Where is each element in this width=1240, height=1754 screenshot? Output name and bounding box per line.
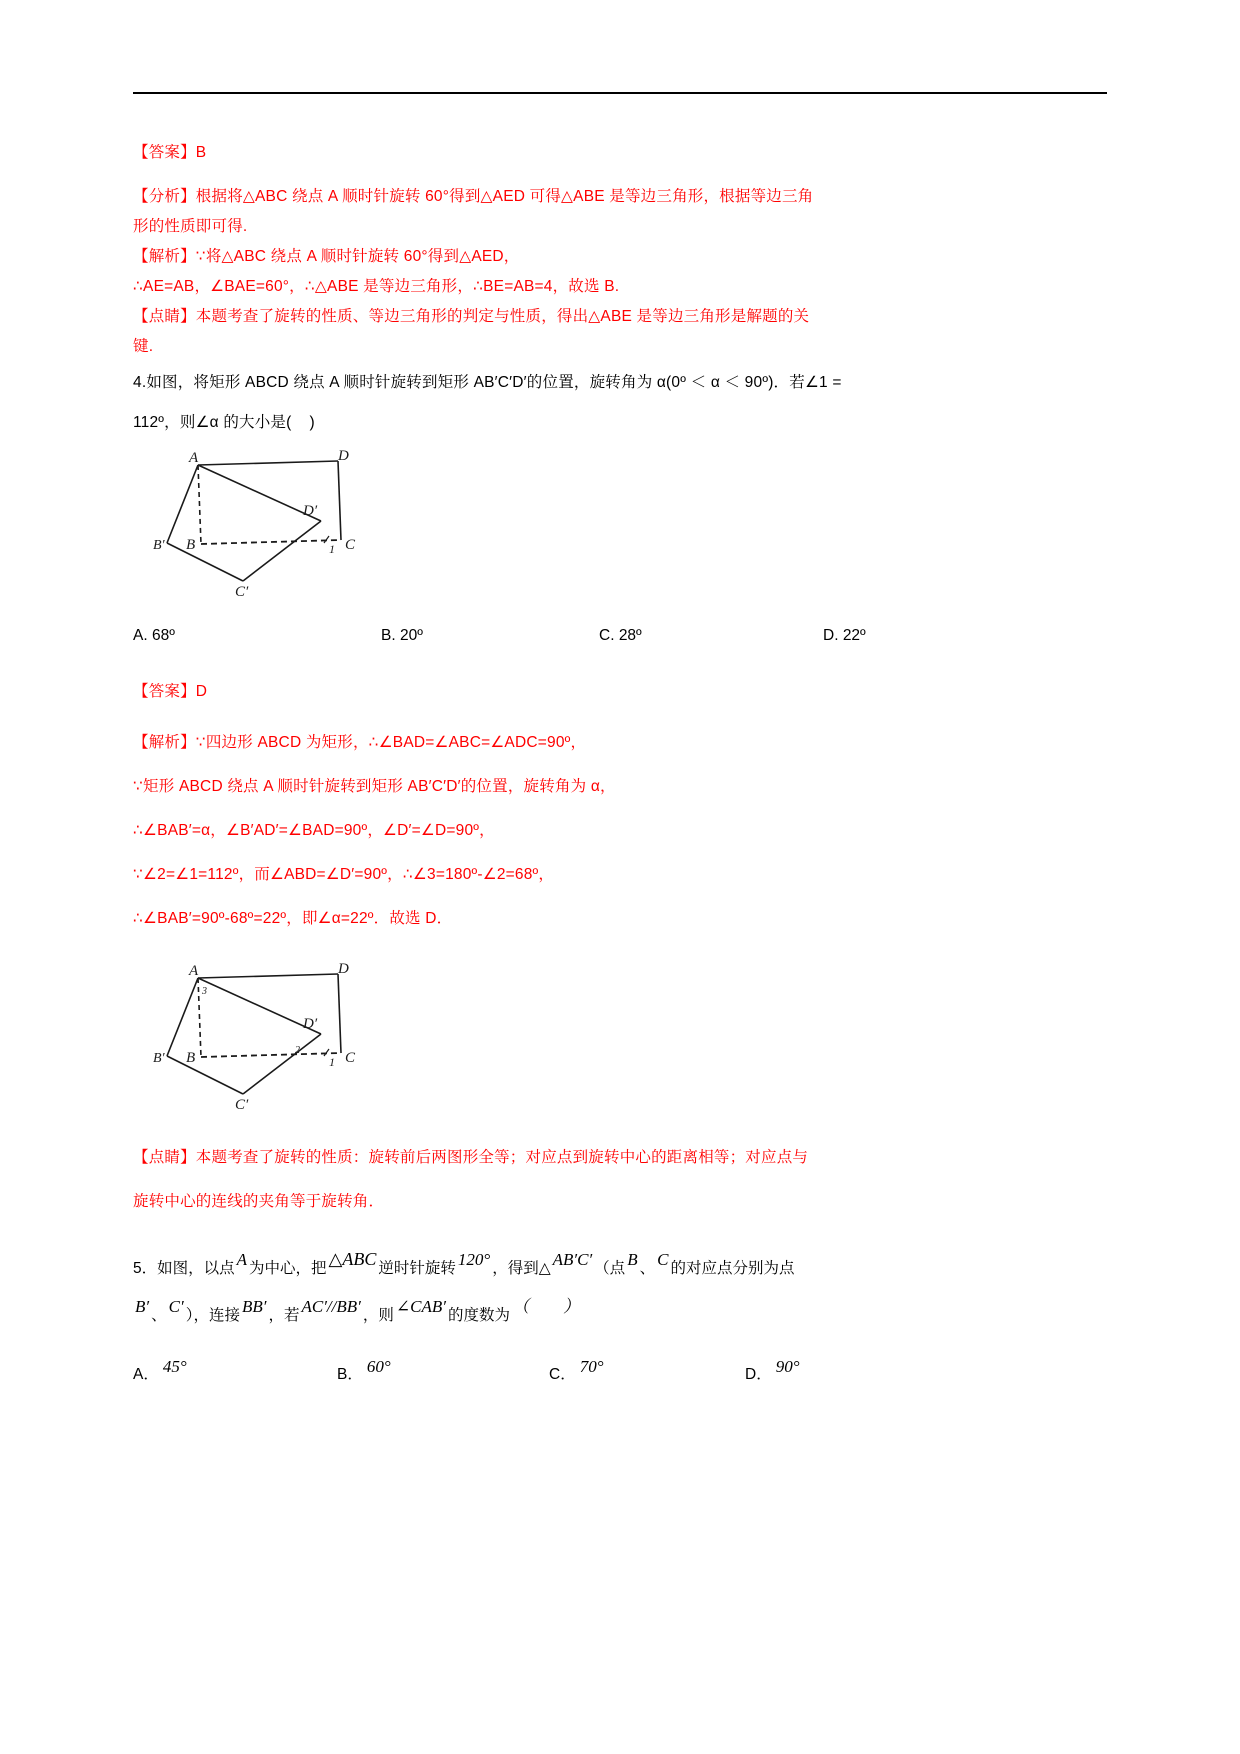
q4-option-b[interactable] [381,623,599,649]
q5-l1-p12: 的对应点分别为点 [670,1260,795,1277]
label-C-prime: C′ [235,1097,249,1111]
q4-figure [153,448,1107,603]
q5-option-d-label: D． [745,1366,772,1383]
q5-l2-math-Bprime: B′ [135,1297,150,1316]
segment-AB-prime [167,465,198,543]
segment-DC [338,461,341,540]
rotated-rectangle-figure [153,448,373,598]
q5-options-row [133,1359,1107,1390]
q3-analysis-line-2: 形的性质即可得. [133,218,248,235]
label-D: D [338,448,349,464]
q4-option-c-value: 28º [618,627,642,644]
header-rule [133,92,1107,94]
q4-stem-line-1: 4.如图，将矩形 ABCD 绕点 A 顺时针旋转到矩形 AB′C′D′的位置，旋转角为 α(0º ＜ α ＜ 90º)．若∠1 = [133,374,842,391]
q5-l1-math-A: A [236,1250,248,1269]
rotated-rectangle-figure-annotated [153,961,373,1111]
q4-option-d-label: D. [823,627,839,644]
segment-BC-dashed [201,540,341,544]
q3-answer-line: 【答案】B [133,144,207,161]
q5-l2-p5: ，若 [268,1307,300,1324]
q5-l1-p6: ，得到△ [492,1260,551,1277]
q5-l2-p1: 、 [151,1307,167,1324]
q5-l1-p2: 为中心，把 [249,1260,327,1277]
q5-l1-p8: （点 [594,1260,626,1277]
q5-l1-p4: 逆时针旋转 [378,1260,456,1277]
label-B-prime: B′ [153,538,165,553]
q4-option-a-label: A. [133,627,148,644]
q5-l2-math-BBprime: BB′ [241,1297,267,1316]
q5-l1-math-120: 120° [457,1250,491,1269]
q5-option-d-value: 90° [775,1357,800,1376]
q5-l2-p3: ），连接 [185,1307,240,1324]
q4-option-a-value: 68º [151,627,175,644]
q5-option-a-label: A． [133,1366,159,1383]
label-B-prime: B′ [153,1051,165,1066]
q4-insight-line-1: 【点睛】本题考查了旋转的性质：旋转前后两图形全等；对应点到旋转中心的距离相等；对应点与 [133,1149,809,1166]
q5-option-b[interactable] [337,1359,549,1390]
q4-option-c-label: C. [599,627,615,644]
q4-solution-line-5: ∴∠BAB′=90º-68º=22º，即∠α=22º．故选 D． [133,910,453,927]
q5-option-d[interactable] [745,1359,905,1390]
q4-answer-line: 【答案】D [133,683,208,700]
label-A: A [189,450,199,466]
q5-stem-line-2 [133,1292,1107,1339]
q5-l1-math-ABprimeCprime: AB′C′ [552,1250,593,1269]
label-D-prime: D′ [303,503,318,519]
q5-option-b-value: 60° [366,1357,391,1376]
segment-DC [338,974,341,1053]
q4-stem-line-2: 112º，则∠α 的大小是( ) [133,414,315,431]
q4-option-b-value: 20º [399,627,423,644]
label-A: A [189,963,199,979]
q4-option-a[interactable] [133,623,381,649]
q4-options-row [133,623,1107,649]
segment-AD [198,974,338,978]
q4-solution-figure [153,961,1107,1116]
q4-option-d[interactable] [823,623,983,649]
segment-AB-prime [167,978,198,1056]
segment-AD [198,461,338,465]
q5-option-a-value: 45° [162,1357,187,1376]
label-B: B [186,1050,196,1066]
q5-option-c-label: C． [549,1366,576,1383]
page-content [133,92,1107,1390]
q5-l1-p10: 、 [639,1260,656,1277]
q5-l2-math-parallel: AC′//BB′ [301,1297,361,1316]
label-angle-2: 2 [295,1045,300,1056]
segment-BC-dashed [201,1053,341,1057]
q5-l2-p7: ，则 [362,1307,394,1324]
q5-option-b-label: B． [337,1366,363,1383]
q3-analysis-line-1: 【分析】根据将△ABC 绕点 A 顺时针旋转 60°得到△AED 可得△ABE 是等边三角形，根据等边三角 [133,188,814,205]
label-angle-3: 3 [202,986,207,997]
segment-Cprime-Dprime [243,521,321,581]
q5-l2-math-angleCABprime: ∠CAB′ [395,1297,446,1316]
q5-l2-blank-paren: （ ） [511,1297,580,1316]
q4-option-c[interactable] [599,623,823,649]
label-C: C [345,537,356,553]
q3-solution-line-1: 【解析】∵将△ABC 绕点 A 顺时针旋转 60°得到△AED， [133,248,520,265]
q5-stem-line-1 [133,1244,1107,1292]
label-D-prime: D′ [303,1016,318,1032]
q4-option-b-label: B. [381,627,396,644]
label-angle-1: 1 [329,542,335,556]
label-B: B [186,537,196,553]
q3-solution-line-2: ∴AE=AB，∠BAE=60°，∴△ABE 是等边三角形，∴BE=AB=4，故选 B. [133,278,620,295]
segment-AB-dashed [198,978,201,1057]
label-C-prime: C′ [235,584,249,598]
q5-option-c[interactable] [549,1359,745,1390]
q5-l2-math-Cprime: C′ [168,1297,184,1316]
segment-Bprime-Cprime [167,543,243,581]
q4-solution-line-2: ∵矩形 ABCD 绕点 A 顺时针旋转到矩形 AB′C′D′的位置，旋转角为 α， [133,778,616,795]
q3-insight-line-2: 键. [133,338,154,355]
segment-Cprime-Dprime [243,1034,321,1094]
q5-option-a[interactable] [133,1359,337,1390]
q5-l1-math-ABC: △ABC [328,1249,377,1269]
q4-option-d-value: 22º [842,627,866,644]
q5-option-c-value: 70° [579,1357,604,1376]
segment-AB-dashed [198,465,201,544]
q5-l1-p0: 5．如图，以点 [133,1260,235,1277]
q5-l1-math-C: C [657,1250,669,1269]
q3-insight-line-1: 【点睛】本题考查了旋转的性质、等边三角形的判定与性质，得出△ABE 是等边三角形是解题的关 [133,308,810,325]
q4-solution-line-1: 【解析】∵四边形 ABCD 为矩形，∴∠BAD=∠ABC=∠ADC=90º， [133,734,587,751]
segment-Bprime-Cprime [167,1056,243,1094]
label-angle-1: 1 [329,1055,335,1069]
q4-insight-line-2: 旋转中心的连线的夹角等于旋转角． [133,1193,385,1210]
q5-l2-p9: 的度数为 [447,1307,510,1324]
label-C: C [345,1050,356,1066]
label-D: D [338,961,349,977]
q5-l1-math-B: B [627,1250,638,1269]
q4-solution-line-4: ∵∠2=∠1=112º，而∠ABD=∠D′=90º，∴∠3=180º-∠2=68º， [133,866,555,883]
q4-solution-line-3: ∴∠BAB′=α，∠B′AD′=∠BAD=90º，∠D′=∠D=90º， [133,822,495,839]
